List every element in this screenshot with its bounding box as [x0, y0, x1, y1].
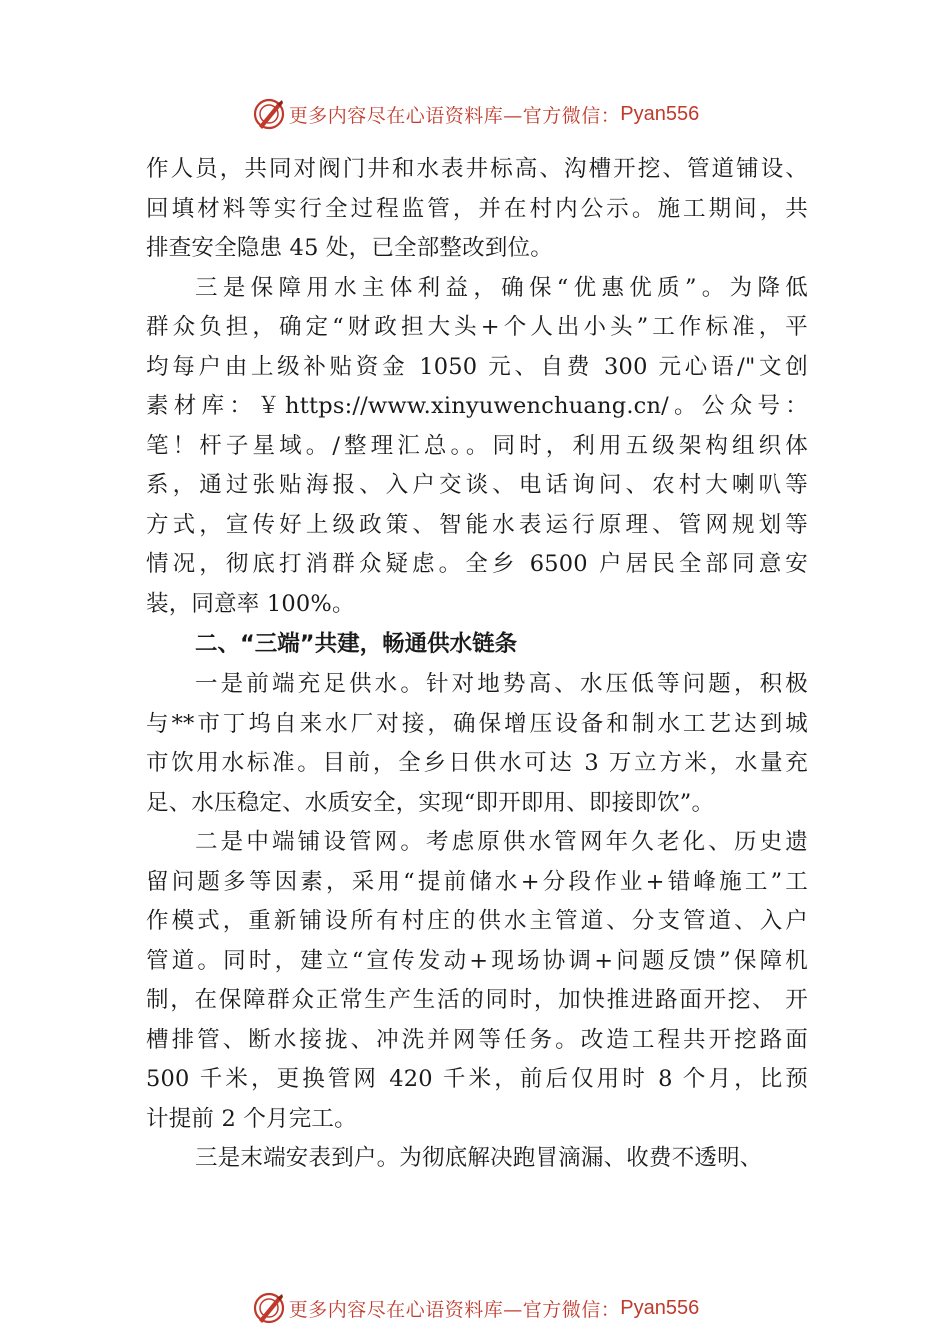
wechat-id: Pyan556	[620, 1296, 700, 1319]
text-line: 均每户由上级补贴资金 1050 元、自费 300 元心语/"文创	[146, 353, 808, 380]
text-line: 槽排管、断水接拢、冲洗并网等任务。改造工程共开挖路面	[146, 1026, 808, 1053]
banner-text: 更多内容尽在心语资料库—官方微信：	[288, 1298, 621, 1321]
text-line: 计提前 2 个月完工。	[146, 1105, 357, 1132]
text-line: 回填材料等实行全过程监管，并在村内公示。施工期间，共	[146, 195, 808, 222]
paragraph-5	[146, 1139, 808, 1179]
text-line: 市饮用水标准。目前，全乡日供水可达 3 万立方米，水量充	[146, 750, 808, 776]
banner-text: 更多内容尽在心语资料库—官方微信：	[288, 104, 621, 127]
paragraph-4	[146, 823, 808, 1139]
text-line: 三是保障用水主体利益，确保“优惠优质”。为降低	[195, 274, 808, 301]
text-line: 笔！杆子星域。/整理汇总。。同时，利用五级架构组织体	[146, 432, 808, 459]
text-line: 制，在保障群众正常生产生活的同时，加快推进路面开挖、 开	[146, 987, 808, 1013]
text-line: 排查安全隐患 45 处，已全部整改到位。	[146, 235, 553, 261]
text-line: 留问题多等因素，采用“提前储水+分段作业+错峰施工”工	[146, 868, 808, 895]
paragraph-2	[146, 269, 808, 625]
text-line: 管道。同时，建立“宣传发动+现场协调+问题反馈”保障机	[146, 947, 808, 974]
text-line: 情况，彻底打消群众疑虑。全乡 6500 户居民全部同意安	[146, 551, 808, 577]
text-line: 一是前端充足供水。针对地势高、水压低等问题，积极	[195, 671, 808, 697]
text-line: 装，同意率 100%。	[146, 590, 355, 617]
paragraph-1	[146, 150, 808, 269]
text-line: 足、水压稳定、水质安全，实现“即开即用、即接即饮”。	[146, 789, 715, 816]
text-line: 与**市丁坞自来水厂对接，确保增压设备和制水工艺达到城	[146, 710, 808, 737]
text-line: 作模式，重新铺设所有村庄的供水主管道、分支管道、入户	[146, 908, 808, 934]
text-line: 二是中端铺设管网。考虑原供水管网年久老化、历史遗	[195, 829, 808, 855]
text-line: 素材库：￥https://www.xinyuwenchuang.cn/。公众号：	[146, 393, 808, 419]
header-banner	[0, 94, 950, 134]
text-line: 作人员，共同对阀门井和水表井标高、沟槽开挖、管道铺设、	[146, 156, 808, 182]
text-line: 三是末端安表到户。为彻底解决跑冒滴漏、收费不透明、	[195, 1145, 763, 1171]
pen-logo-icon	[251, 96, 287, 132]
section-heading: 二、“三端”共建，畅通供水链条	[195, 631, 518, 657]
text-line: 500 千米，更换管网 420 千米，前后仅用时 8 个月，比预	[146, 1066, 808, 1092]
paragraph-3	[146, 665, 808, 823]
footer-banner	[0, 1288, 950, 1328]
text-line: 方式，宣传好上级政策、智能水表运行原理、管网规划等	[146, 511, 808, 538]
document-body	[146, 150, 808, 1179]
wechat-id: Pyan556	[620, 102, 700, 125]
pen-logo-icon	[251, 1290, 287, 1326]
text-line: 系，通过张贴海报、入户交谈、电话询问、农村大喇叭等	[146, 472, 808, 498]
text-line: 群众负担，确定“财政担大头+个人出小头”工作标准，平	[146, 314, 808, 340]
